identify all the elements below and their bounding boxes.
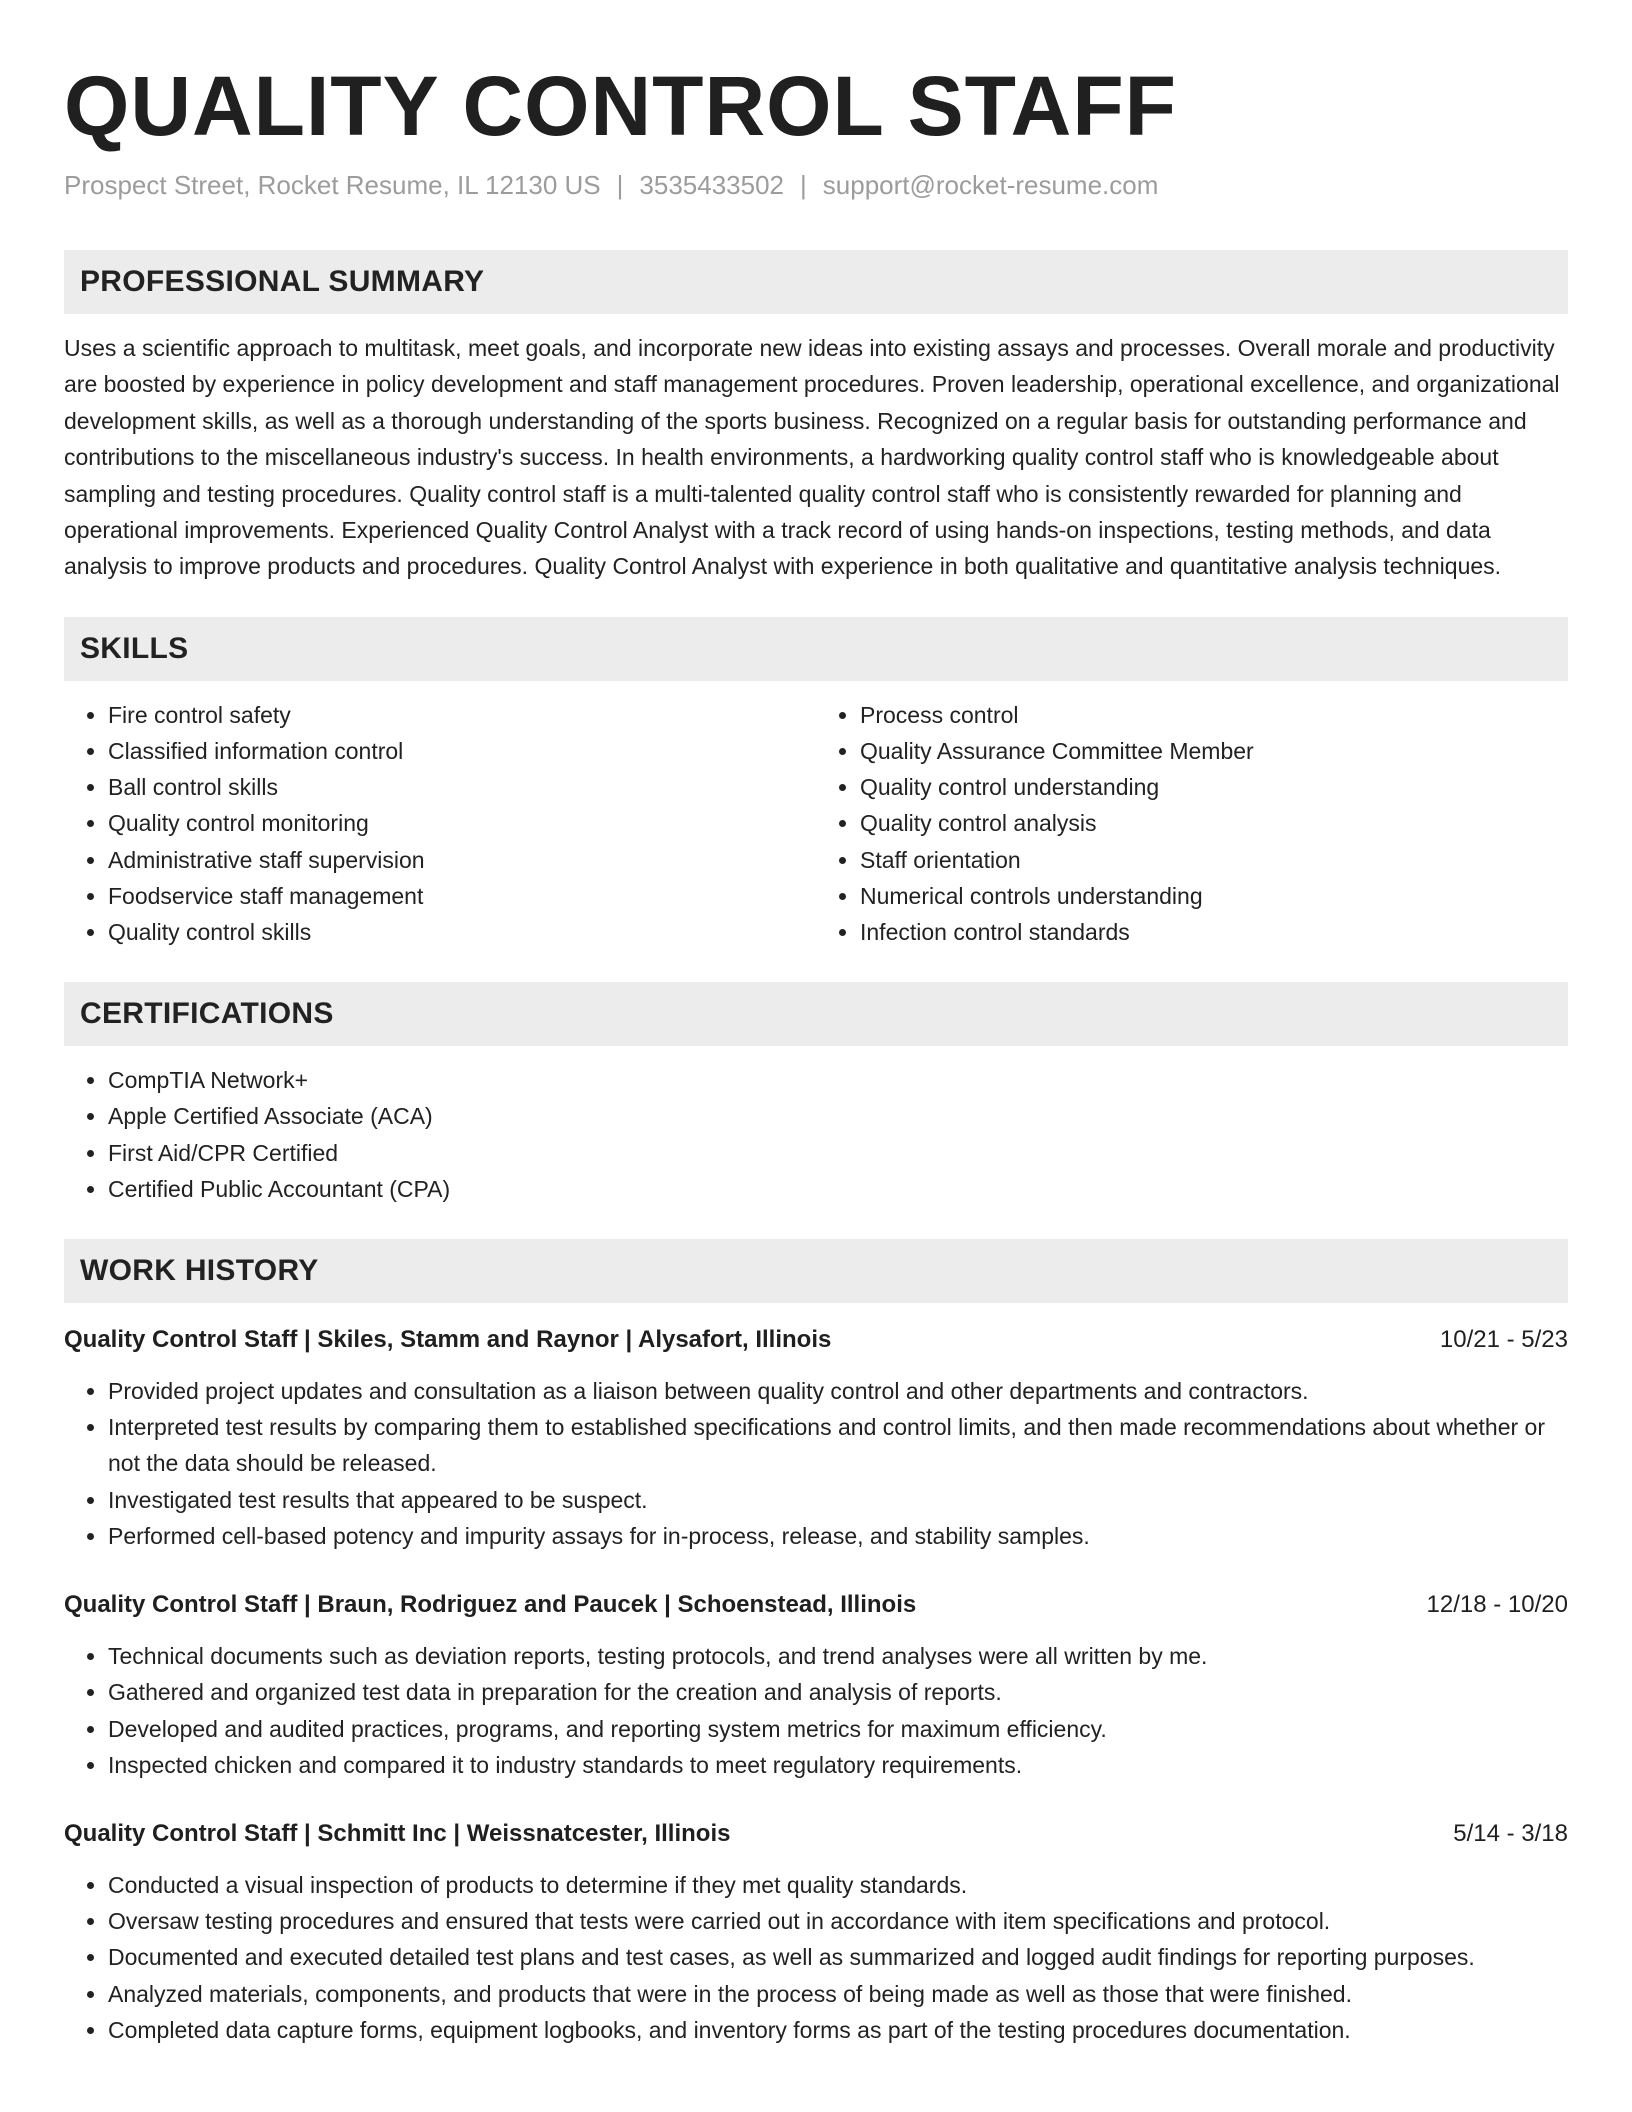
job-entry (64, 1817, 1568, 2048)
job-heading-row (64, 1323, 1568, 1357)
job-bullets (64, 1867, 1568, 2048)
job-bullet: • Analyzed materials, components, and products that were in the process of being made as well as those that were finished. (108, 1976, 1568, 2012)
job-bullets (64, 1373, 1568, 1554)
contact-separator: | (616, 170, 624, 200)
job-bullet: • Performed cell-based potency and impurity assays for in-process, release, and stability samples. (108, 1518, 1568, 1554)
job-bullet: • Investigated test results that appeared to be suspect. (108, 1482, 1568, 1518)
job-bullet: • Conducted a visual inspection of products to determine if they met quality standards. (108, 1867, 1568, 1903)
job-heading: Quality Control Staff | Braun, Rodriguez and Paucek | Schoenstead, Illinois (64, 1591, 917, 1619)
job-bullet: • Provided project updates and consultation as a liaison between quality control and other departments and contractors. (108, 1373, 1568, 1409)
certification-item: • Certified Public Accountant (CPA) (108, 1171, 1568, 1207)
skill-item: • Classified information control (108, 733, 816, 769)
job-bullet: • Inspected chicken and compared it to industry standards to meet regulatory requirements. (108, 1747, 1568, 1783)
skill-item: • Numerical controls understanding (860, 878, 1568, 914)
contact-separator: | (800, 170, 807, 200)
job-dates: 5/14 - 3/18 (1453, 1819, 1568, 1847)
certification-item: • First Aid/CPR Certified (108, 1135, 1568, 1171)
certification-item: • CompTIA Network+ (108, 1062, 1568, 1098)
skill-item: • Quality control monitoring (108, 805, 816, 841)
resume-page (64, 0, 1568, 2048)
skill-item: • Quality control understanding (860, 769, 1568, 805)
job-bullet: • Documented and executed detailed test plans and test cases, as well as summarized and logged audit findings for reporting purposes. (108, 1939, 1568, 1975)
section-header-work-history: WORK HISTORY (64, 1239, 1568, 1303)
job-heading: Quality Control Staff | Skiles, Stamm and Raynor | Alysafort, Illinois (64, 1326, 832, 1354)
certifications-list (64, 1062, 1568, 1207)
skills-columns (64, 697, 1568, 950)
job-bullet: • Developed and audited practices, programs, and reporting system metrics for maximum efficiency. (108, 1711, 1568, 1747)
contact-address: Prospect Street, Rocket Resume, IL 12130 US (64, 170, 601, 200)
job-bullet: • Oversaw testing procedures and ensured that tests were carried out in accordance with item specifications and protocol. (108, 1903, 1568, 1939)
job-bullet: • Technical documents such as deviation reports, testing protocols, and trend analyses were all written by me. (108, 1638, 1568, 1674)
skills-list-right (816, 697, 1568, 950)
contact-phone: 3535433502 (639, 170, 785, 200)
job-bullet: • Gathered and organized test data in preparation for the creation and analysis of reports. (108, 1674, 1568, 1710)
skill-item: • Ball control skills (108, 769, 816, 805)
skill-item: • Infection control standards (860, 914, 1568, 950)
skills-list-left (64, 697, 816, 950)
candidate-name: QUALITY CONTROL STAFF (64, 59, 1177, 153)
skill-item: • Staff orientation (860, 842, 1568, 878)
job-entry (64, 1588, 1568, 1783)
job-heading-row (64, 1588, 1568, 1622)
job-dates: 12/18 - 10/20 (1426, 1591, 1568, 1619)
job-heading-row (64, 1817, 1568, 1851)
section-header-certifications: CERTIFICATIONS (64, 982, 1568, 1046)
job-bullet: • Interpreted test results by comparing them to established specifications and control limits, and then made recommendations about whether or not the data should be released. (108, 1409, 1568, 1481)
skill-item: • Fire control safety (108, 697, 816, 733)
certification-item: • Apple Certified Associate (ACA) (108, 1098, 1568, 1134)
contact-email: support@rocket-resume.com (822, 170, 1159, 200)
job-dates: 10/21 - 5/23 (1439, 1326, 1568, 1354)
skill-item: • Process control (860, 697, 1568, 733)
skill-item: • Foodservice staff management (108, 878, 816, 914)
skill-item: • Quality control skills (108, 914, 816, 950)
section-header-summary: PROFESSIONAL SUMMARY (64, 250, 1568, 314)
skill-item: • Quality Assurance Committee Member (860, 733, 1568, 769)
job-bullet: • Completed data capture forms, equipment logbooks, and inventory forms as part of the testing procedures documentation. (108, 2012, 1568, 2048)
contact-line (64, 168, 1568, 202)
skill-item: • Administrative staff supervision (108, 842, 816, 878)
job-bullets (64, 1638, 1568, 1783)
job-heading: Quality Control Staff | Schmitt Inc | Weissnatcester, Illinois (64, 1819, 731, 1847)
skill-item: • Quality control analysis (860, 805, 1568, 841)
section-header-skills: SKILLS (64, 617, 1568, 681)
summary-text: Uses a scientific approach to multitask, meet goals, and incorporate new ideas into existing assays and processes. Overall morale and productivity are boosted by experience in policy development and staff management procedures. Proven leadership, operational excellence, and organizational development skills, as well as a thorough understanding of the sports business. Recognized on a regular basis for outstanding performance and contributions to the miscellaneous industry's success. In health environments, a hardworking quality control staff who is knowledgeable about sampling and testing procedures. Quality control staff is a multi-talented quality control staff who is consistently rewarded for planning and operational improvements. Experienced Quality Control Analyst with a track record of using hands-on inspections, testing methods, and data analysis to improve products and procedures. Quality Control Analyst with experience in both qualitative and quantitative analysis techniques. (64, 335, 1560, 580)
job-entry (64, 1323, 1568, 1554)
